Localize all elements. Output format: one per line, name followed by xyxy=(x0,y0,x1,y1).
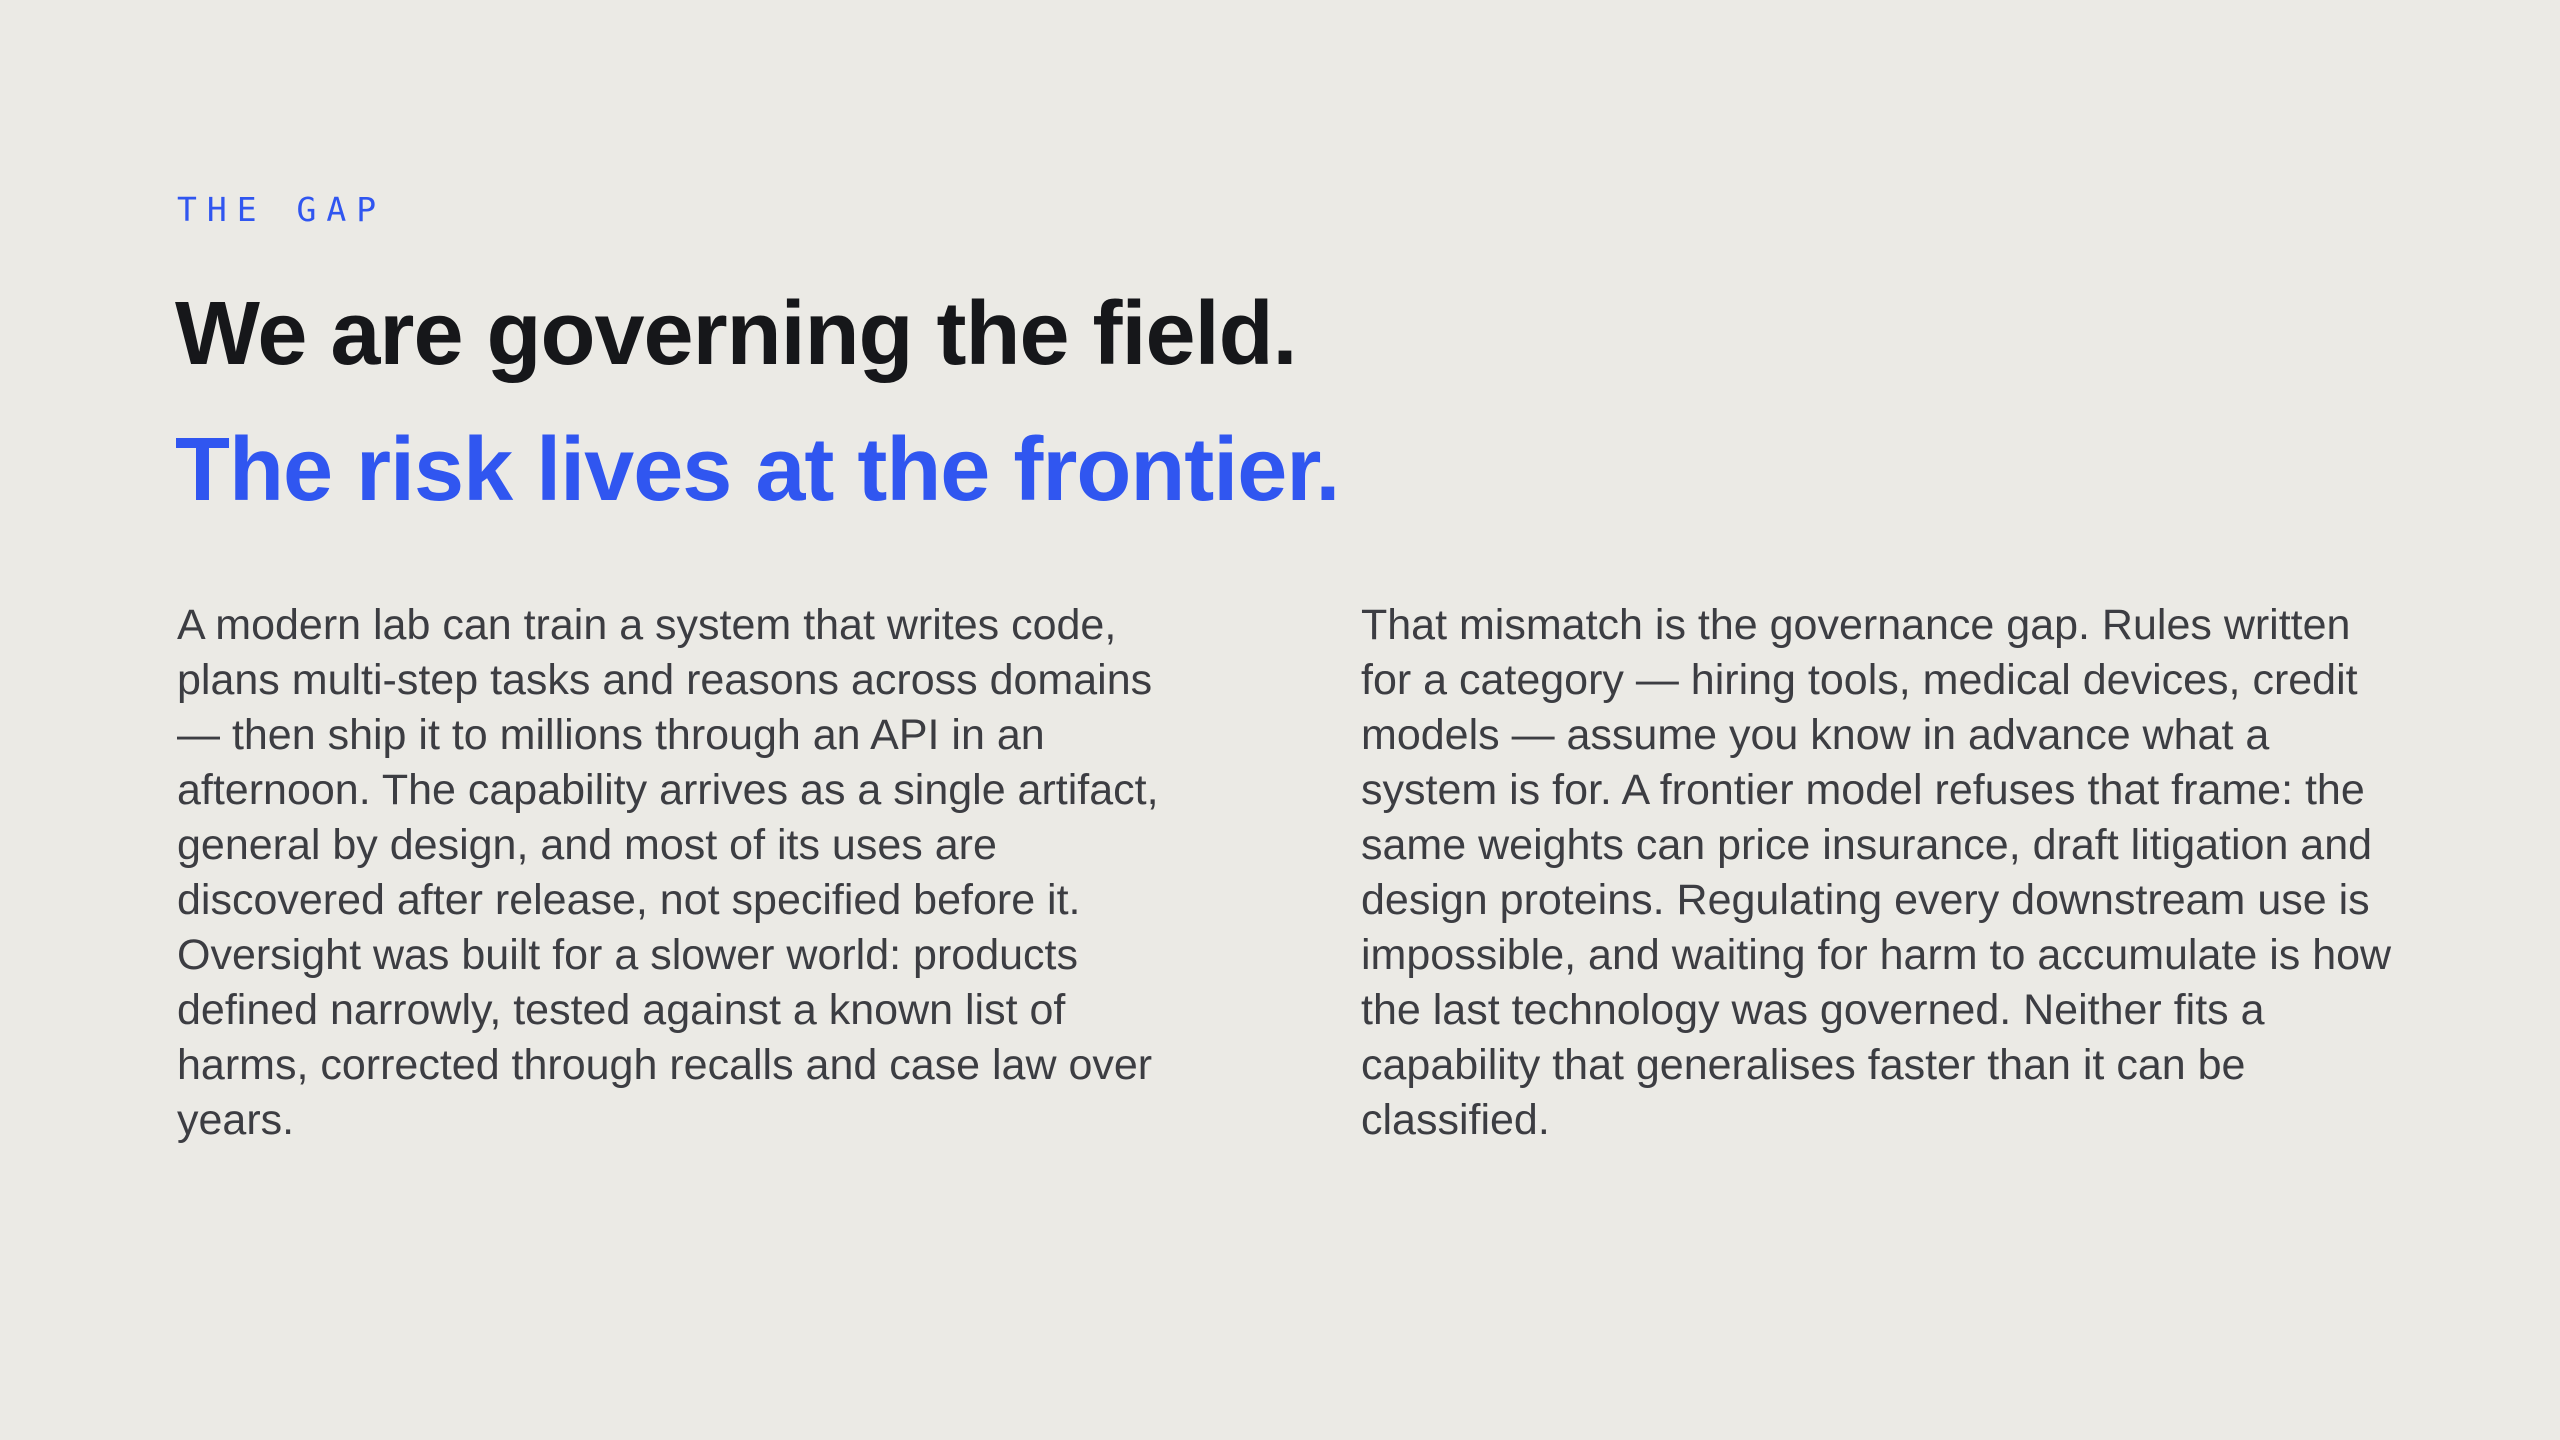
body-paragraph-right: That mismatch is the governance gap. Rules written for a category — hiring tools, medical devices, credit models — assume you know in advance what a system is for. A frontier model refuses that frame: the same weights can price insurance, draft litigation and design proteins. Regulating every downstream use is impossible, and waiting for harm to accumulate is how the last technology was governed. Neither fits a capability that generalises faster than it can be classified. xyxy=(1361,601,2392,1144)
headline-line-2: The risk lives at the frontier. xyxy=(175,420,1340,520)
headline-line-1: We are governing the field. xyxy=(175,284,1297,384)
headline xyxy=(175,266,1339,538)
body-paragraph-left: A modern lab can train a system that writes code, plans multi-step tasks and reasons across domains — then ship it to millions through an API in an afternoon. The capability arrives as a single artifact, general by design, and most of its uses are discovered after release, not specified before it. Oversight was built for a slower world: products defined narrowly, tested against a known list of harms, corrected through recalls and case law over years. xyxy=(177,601,1159,1144)
section-eyebrow: THE GAP xyxy=(177,190,387,229)
